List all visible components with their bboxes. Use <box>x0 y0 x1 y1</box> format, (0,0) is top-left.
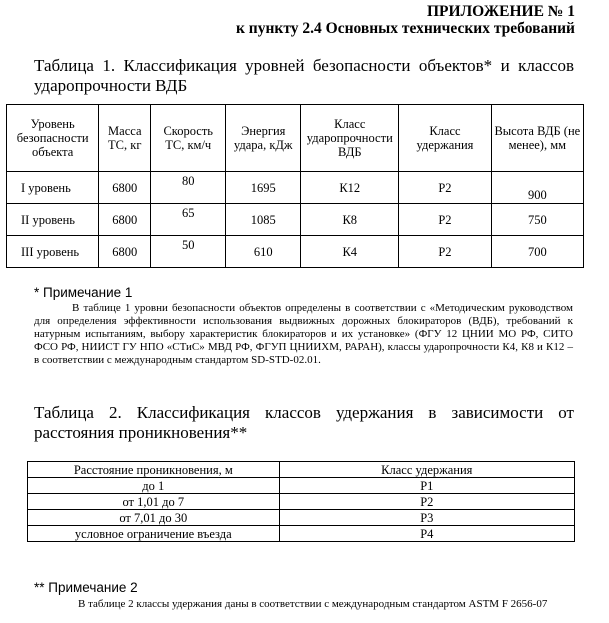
header-penetration-distance: Расстояние проникновения, м <box>28 462 280 478</box>
retention-classes-table <box>27 461 575 542</box>
table-row <box>7 236 584 268</box>
header-retention-class: Класс удержания <box>399 105 491 172</box>
cell-retention-class: Р2 <box>399 204 491 236</box>
note1-heading: * Примечание 1 <box>34 285 133 300</box>
cell-retention-class: Р2 <box>399 172 491 204</box>
cell-energy: 1695 <box>226 172 301 204</box>
cell-impact-class: К4 <box>301 236 399 268</box>
header-impact-class: Класс ударопрочности ВДБ <box>301 105 399 172</box>
cell-level: III уровень <box>7 236 99 268</box>
cell-energy: 1085 <box>226 204 301 236</box>
table-row <box>28 526 575 542</box>
table-row <box>28 494 575 510</box>
cell-retention-class: Р2 <box>279 494 574 510</box>
cell-mass: 6800 <box>99 236 151 268</box>
cell-retention-class: Р4 <box>279 526 574 542</box>
note2-text: В таблице 2 классы удержания даны в соответствии с международным стандартом ASTM F 2656-07 <box>78 598 548 610</box>
table-row <box>28 478 575 494</box>
cell-distance: условное ограничение въезда <box>28 526 280 542</box>
cell-energy: 610 <box>226 236 301 268</box>
cell-speed: 50 <box>151 236 226 268</box>
header-vehicle-speed: Скорость ТС, км/ч <box>151 105 226 172</box>
header-vehicle-mass: Масса ТС, кг <box>99 105 151 172</box>
header-security-level: Уровень безопасности объекта <box>7 105 99 172</box>
table-row <box>7 172 584 204</box>
cell-mass: 6800 <box>99 172 151 204</box>
header-impact-energy: Энергия удара, кДж <box>226 105 301 172</box>
cell-retention-class: Р3 <box>279 510 574 526</box>
cell-impact-class: К8 <box>301 204 399 236</box>
appendix-title: ПРИЛОЖЕНИЕ № 1 <box>427 3 575 20</box>
note2-heading: ** Примечание 2 <box>34 580 138 595</box>
cell-impact-class: К12 <box>301 172 399 204</box>
cell-level: I уровень <box>7 172 99 204</box>
table-row <box>28 510 575 526</box>
cell-distance: до 1 <box>28 478 280 494</box>
note1-text: В таблице 1 уровни безопасности объектов определены в соответствии с «Методическим руководством для определения эффективности использования выдвижных дорожных блокираторов (ВДБ), требований к натурным испытаниям, выбору характеристик блокираторов и их установке» (ФГУ 12 ЦНИИ МО РФ, СИТО ФСО РФ, НИИСТ ГУ НПО «СТиС» МВД РФ, ФГУП ЦНИИХМ, РАРАН), классы ударопрочности К4, К8 и К12 – в соответствии с международным стандартом SD-STD-02.01. <box>34 302 573 366</box>
appendix-subtitle: к пункту 2.4 Основных технических требований <box>236 20 575 37</box>
cell-height: 900 <box>491 172 583 204</box>
cell-height: 750 <box>491 204 583 236</box>
cell-mass: 6800 <box>99 204 151 236</box>
cell-distance: от 1,01 до 7 <box>28 494 280 510</box>
table-header-row <box>7 105 584 172</box>
table2-caption: Таблица 2. Классификация классов удержания в зависимости от расстояния проникновения** <box>34 403 574 442</box>
cell-level: II уровень <box>7 204 99 236</box>
cell-distance: от 7,01 до 30 <box>28 510 280 526</box>
cell-speed: 80 <box>151 172 226 204</box>
table1-caption: Таблица 1. Классификация уровней безопасности объектов* и классов ударопрочности ВДБ <box>34 56 574 95</box>
security-levels-table <box>6 104 584 268</box>
cell-speed: 65 <box>151 204 226 236</box>
table-row <box>7 204 584 236</box>
table-header-row <box>28 462 575 478</box>
cell-retention-class: Р2 <box>399 236 491 268</box>
cell-height: 700 <box>491 236 583 268</box>
cell-retention-class: Р1 <box>279 478 574 494</box>
header-barrier-height: Высота ВДБ (не менее), мм <box>491 105 583 172</box>
header-retention-class: Класс удержания <box>279 462 574 478</box>
